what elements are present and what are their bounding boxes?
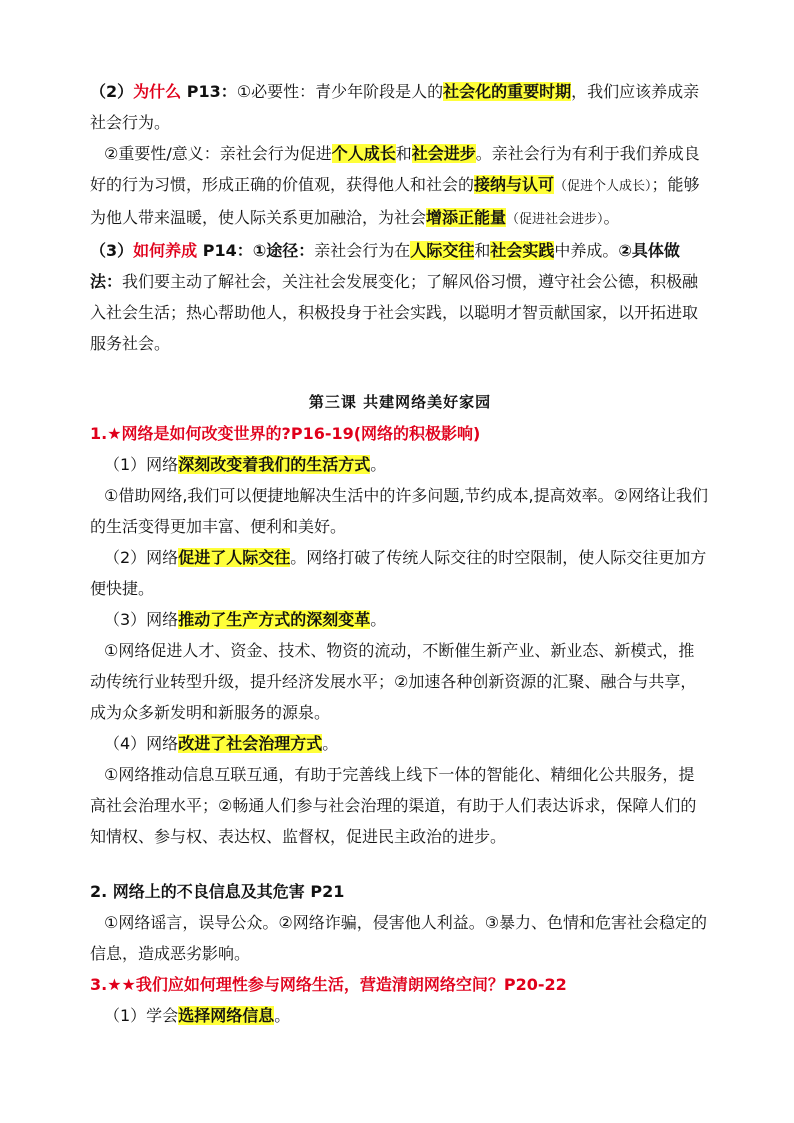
highlight: 社会化的重要时期 <box>443 82 572 101</box>
text: （2）网络 <box>104 548 179 567</box>
text: 。 <box>603 208 620 227</box>
lesson-title: 第三课 共建网络美好家园 <box>308 393 492 411</box>
text: ②重要性/意义：亲社会行为促进 <box>104 144 332 163</box>
q1-item-3 <box>90 604 710 635</box>
note: （促进个人成长） <box>554 179 652 194</box>
text: （1）学会 <box>104 1006 179 1025</box>
highlight: 推动了生产方式的深刻变革 <box>178 610 371 629</box>
item-number: （3） <box>90 241 134 260</box>
spacer <box>90 852 710 876</box>
q1-item-3-body: ①网络促进人才、资金、技术、物资的流动，不断催生新产业、新业态、新模式，推动传统行业转型升级，提升经济发展水平；②加速各种创新资源的汇聚、融合与共享，成为众多新发明和新服务的源泉。 <box>90 641 697 722</box>
text: （1）网络 <box>104 455 179 474</box>
text: 。 <box>274 1006 291 1025</box>
paragraph-how <box>90 235 710 359</box>
highlight: 改进了社会治理方式 <box>178 734 323 753</box>
q1-item-1-body: ①借助网络,我们可以便捷地解决生活中的许多问题,节约成本,提高效率。②网络让我们的生活变得更加丰富、便利和美好。 <box>90 486 708 536</box>
item-number: （2） <box>90 82 134 101</box>
text: 。网络打破了传统人际交往的时空限制，使人际交往更加方便快捷。 <box>90 548 707 598</box>
highlight: 选择网络信息 <box>178 1006 275 1025</box>
note: （促进社会进步） <box>506 212 604 227</box>
text: （3）网络 <box>104 610 179 629</box>
text: ，我们应该养成亲社会行为。 <box>90 82 700 132</box>
q1-item-1 <box>90 449 710 480</box>
question-heading: 为什么 <box>133 82 182 101</box>
highlight: 人际交往 <box>410 241 475 260</box>
highlight: 个人成长 <box>331 144 396 163</box>
text: 我们要主动了解社会，关注社会发展变化；了解风俗习惯，遵守社会公德，积极融入社会生活；热心帮助他人，积极投身于社会实践，以聪明才智贡献国家，以开拓进取服务社会。 <box>90 272 699 353</box>
q1-item-4-body: ①网络推动信息互联互通，有助于完善线上线下一体的智能化、精细化公共服务，提高社会治理水平；②畅通人们参与社会治理的渠道，有助于人们表达诉求，保障人们的知情权、参与权、表达权、监督权，促进民主政治的进步。 <box>90 765 697 846</box>
highlight: 深刻改变着我们的生活方式 <box>178 455 371 474</box>
text: ①必要性：青少年阶段是人的 <box>236 82 444 101</box>
highlight: 社会实践 <box>490 241 555 260</box>
text: ；能够为他人带来温暖，使人际关系更加融洽，为社会 <box>90 175 700 227</box>
text: （4）网络 <box>104 734 179 753</box>
q3-item-1 <box>90 1000 710 1031</box>
text: 和 <box>395 144 412 163</box>
text: 亲社会行为在 <box>314 241 411 260</box>
page-ref: P13： <box>181 82 237 101</box>
question-3-title: 3.★★我们应如何理性参与网络生活，营造清朗网络空间？P20-22 <box>90 975 567 994</box>
highlight: 社会进步 <box>411 144 476 163</box>
text: 。亲社会行为有利于我们养成良好的行为习惯，形成正确的价值观，获得他人和社会的 <box>90 144 700 194</box>
paragraph-importance <box>90 138 710 235</box>
question-2-title: 2. 网络上的不良信息及其危害 P21 <box>90 882 345 901</box>
text: 。 <box>370 610 387 629</box>
question-heading: 如何养成 <box>133 241 198 260</box>
page-ref: P14： <box>197 241 253 260</box>
subheading: ①途径： <box>252 241 315 260</box>
subheading: ②具体做法： <box>90 241 680 291</box>
document-content <box>90 76 710 1031</box>
text: 。 <box>370 455 387 474</box>
highlight: 促进了人际交往 <box>178 548 291 567</box>
text: 。 <box>322 734 339 753</box>
q1-item-4 <box>90 728 710 759</box>
highlight: 增添正能量 <box>426 208 507 227</box>
highlight: 接纳与认可 <box>474 175 555 194</box>
text: 和 <box>474 241 491 260</box>
paragraph-why <box>90 76 710 138</box>
question-1-title: 1.★网络是如何改变世界的?P16-19(网络的积极影响) <box>90 424 481 443</box>
text: 中养成。 <box>554 241 619 260</box>
q2-body: ①网络谣言，误导公众。②网络诈骗，侵害他人利益。③暴力、色情和危害社会稳定的信息，造成恶劣影响。 <box>90 913 708 963</box>
q1-item-2 <box>90 542 710 604</box>
